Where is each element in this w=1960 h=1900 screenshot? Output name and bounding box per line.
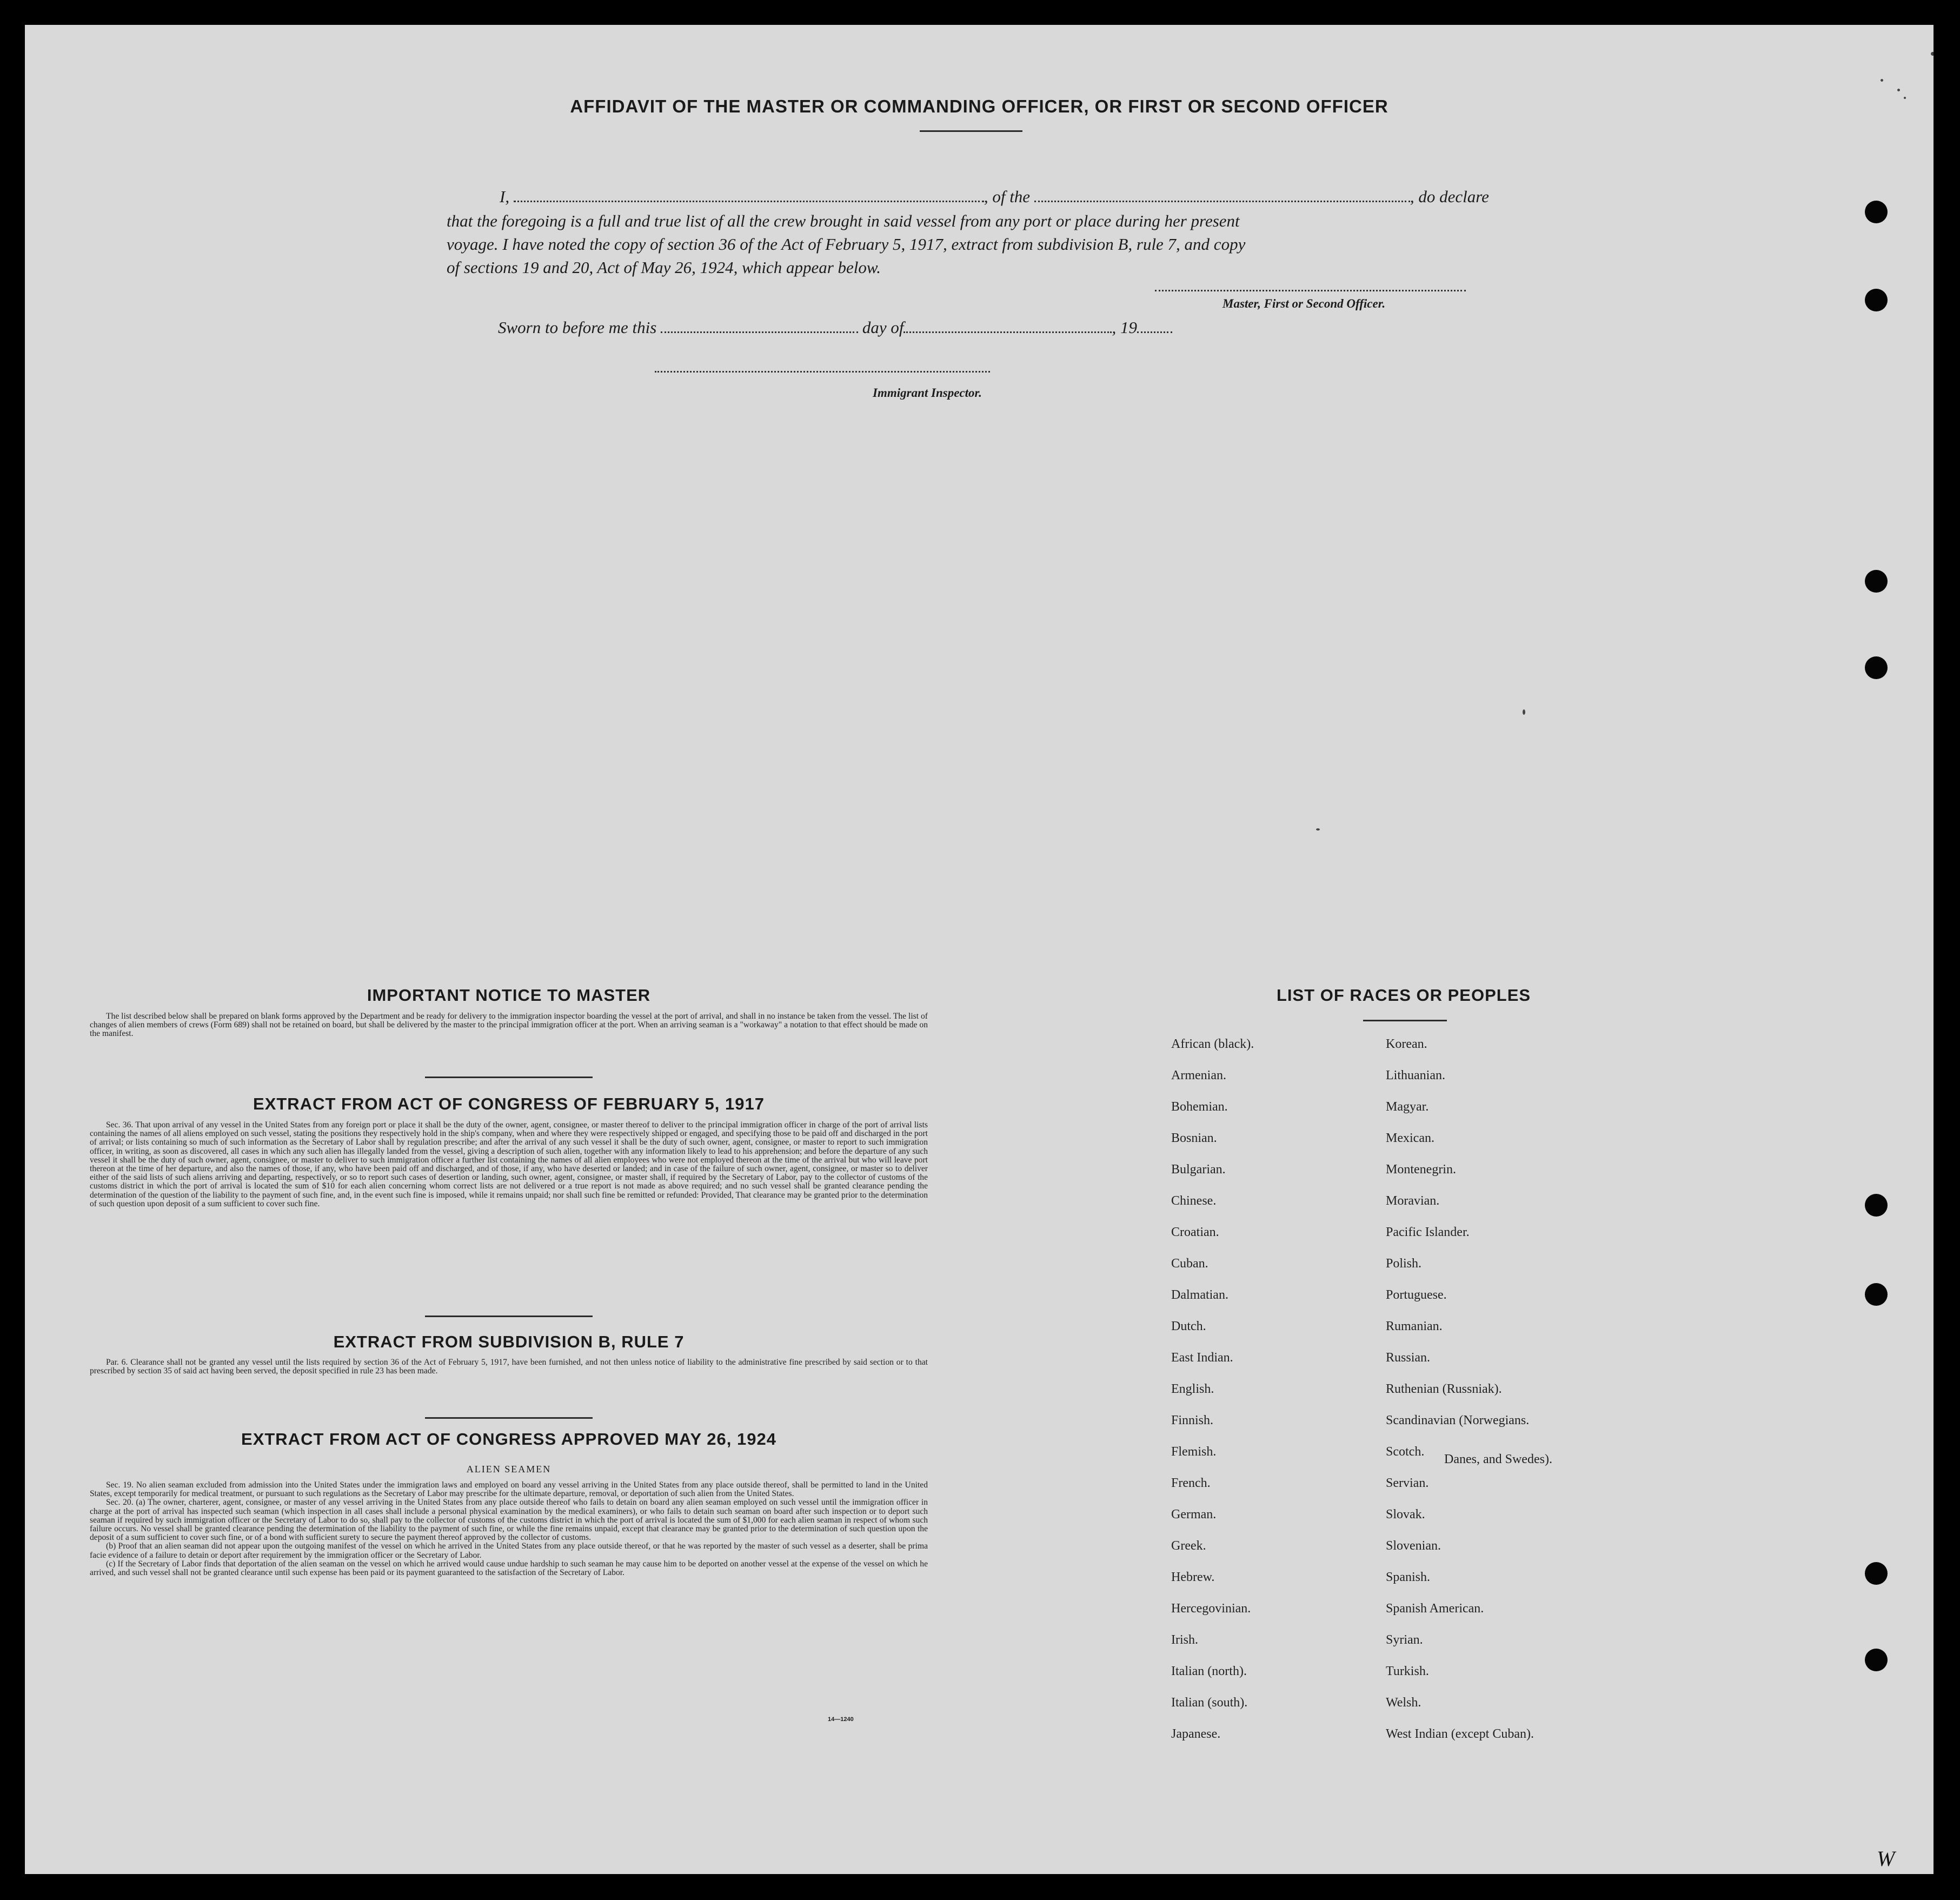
notice-paragraph: The list described below shall be prepared on blank forms approved by the Department and be ready for delivery to the immigration inspector boarding the vessel at the port of arrival, and shall in no instance be taken from the vessel. The list of changes of alien members of crews (Form 689) shall not be retained on board, but shall be delivered by the master to the principal immigration officer at the port. When an arriving seaman is a "workaway" a notation to that effect should be made on the manifest. [90, 1012, 928, 1039]
inspector-signature-line [655, 371, 990, 373]
alien-seamen-subtitle: ALIEN SEAMEN [466, 1464, 552, 1474]
race-item: Flemish. [1171, 1445, 1217, 1459]
sworn-line [498, 318, 1172, 337]
race-item: Spanish. [1386, 1570, 1431, 1584]
race-item: Moravian. [1386, 1194, 1440, 1208]
sworn-before-label: Sworn to before me this [498, 318, 657, 337]
race-item: Dutch. [1171, 1319, 1206, 1333]
officer-name-blank [514, 188, 984, 202]
sec-20c-paragraph: (c) If the Secretary of Labor finds that deportation of the alien seaman on the vessel on which he arrived would cause undue hardship to such seaman he may cause him to be deported on another vessel at the expense of the vessel on which he arrived, and such vessel shall not be granted clearance until such expense has been paid or its payment guaranteed to the satisfaction of the Secretary of Labor. [90, 1559, 928, 1578]
section-rule [425, 1077, 593, 1078]
race-item: Scandinavian (Norwegians. [1386, 1413, 1530, 1427]
race-item: Servian. [1386, 1476, 1429, 1490]
race-item: Italian (north). [1171, 1664, 1247, 1678]
binder-hole [1865, 1194, 1888, 1217]
races-title-rule [1363, 1020, 1447, 1021]
binder-hole [1865, 1283, 1888, 1306]
rule-7-title: EXTRACT FROM SUBDIVISION B, RULE 7 [333, 1332, 685, 1351]
race-item: Mexican. [1386, 1131, 1434, 1145]
extract-1917-text [90, 1121, 928, 1208]
race-item: German. [1171, 1507, 1217, 1522]
race-item: Montenegrin. [1386, 1162, 1456, 1177]
race-item: Bohemian. [1171, 1100, 1228, 1114]
race-item: Scotch. [1386, 1445, 1425, 1459]
section-36-paragraph: Sec. 36. That upon arrival of any vessel in the United States from any foreign port or place it shall be the duty of the owner, agent, consignee, or master thereof to deliver to the principal immigration officer in charge of the port of arrival lists containing the names of all aliens employed on such vessel, stating the positions they respectively hold in the ship's company, when and where they were respectively shipped or engaged, and specifying those to be paid off and discharged in the port of arrival; or lists containing so much of such information as the Secretary of Labor shall by regulation prescribe; and after the arrival of any such vessel it shall be the duty of such owner, agent, consignee, or master to report to such immigration officer, in writing, as soon as discovered, all cases in which any such alien has illegally landed from the vessel, giving a description of such alien, together with any information likely to lead to his apprehension; and before the departure of any such vessel it shall be the duty of such owner, agent, consignee, or master to deliver to such immigration officer a further list containing the names of all alien employees who were not employed thereon at the time of the arrival but who will leave port thereon at the time of her departure, and also the names of those, if any, who have been paid off and discharged, and of those, if any, who have deserted or landed; and in case of the failure of such owner, agent, consignee, or master so to deliver either of the said lists of such aliens arriving and departing, respectively, or so to report such cases of desertion or landing, such owner, agent, consignee, or master shall, if required by the Secretary of Labor, pay to the collector of customs of the customs district in which the port of arrival is located the sum of $10 for each alien concerning whom correct lists are not delivered or a true report is not made as above required; and no such vessel shall be granted clearance pending the determination of the question of the liability to the payment of such fine, and, in the event such fine is imposed, while it remains unpaid; nor shall such fine be remitted or refunded: Provided, That clearance may be granted prior to the determination of such question upon deposit of a sum sufficient to cover such fine. [90, 1120, 928, 1208]
race-item: Armenian. [1171, 1068, 1226, 1082]
race-continuation: Danes, and Swedes). [1444, 1452, 1552, 1466]
races-title: LIST OF RACES OR PEOPLES [1276, 986, 1531, 1005]
binder-hole [1865, 656, 1888, 679]
binder-hole [1865, 201, 1888, 223]
notice-title: IMPORTANT NOTICE TO MASTER [367, 986, 651, 1005]
vessel-name-blank [1034, 188, 1410, 202]
sec-20a-paragraph: Sec. 20. (a) The owner, charterer, agent, consignee, or master of any vessel arriving in the United States from any place outside thereof who fails to detain on board any alien seaman employed on such vessel until the immigration officer in charge at the port of arrival has inspected such seaman (which inspection in all cases shall include a personal physical examination by the medical examiners), or who fails to detain such seaman on board after such inspection or to deport such seaman if required by such immigration officer or the Secretary of Labor to do so, shall pay to the collector of customs of the customs district in which the port of arrival is located the sum of $1,000 for each alien seaman in respect of whom such failure occurs. No vessel shall be granted clearance pending the determination of the liability to the payment of such fine, or while the fine remains unpaid, except that clearance may be granted prior to the determination of such question upon the deposit of a sum sufficient to cover such fine, or of a bond with sufficient surety to secure the payment thereof approved by the collector of customs. [90, 1498, 928, 1543]
master-signature-label: Master, First or Second Officer. [1222, 297, 1386, 310]
race-item: Syrian. [1386, 1633, 1423, 1647]
affidavit-do-declare: , do declare [1410, 187, 1489, 206]
binder-hole [1865, 570, 1888, 593]
affidavit-line-2: that the foregoing is a full and true list of all the crew brought in said vessel from any port or place during her present [447, 211, 1240, 230]
race-item: French. [1171, 1476, 1211, 1490]
race-item: Bulgarian. [1171, 1162, 1226, 1177]
speck [1881, 79, 1883, 82]
speck [1904, 97, 1906, 99]
race-item: Ruthenian (Russniak). [1386, 1382, 1502, 1396]
section-rule [425, 1316, 593, 1317]
master-signature-line [1155, 290, 1466, 291]
affidavit-i: I, [500, 187, 510, 206]
race-item: Polish. [1386, 1257, 1422, 1271]
race-item: Slovak. [1386, 1507, 1425, 1522]
affidavit-title: AFFIDAVIT OF THE MASTER OR COMMANDING OFFICER, OR FIRST OR SECOND OFFICER [570, 96, 1388, 116]
affidavit-line-4: of sections 19 and 20, Act of May 26, 1924, which appear below. [447, 258, 881, 277]
rule-7-text [90, 1358, 928, 1376]
binder-hole [1865, 1562, 1888, 1585]
race-item: Turkish. [1386, 1664, 1429, 1678]
binder-hole [1865, 289, 1888, 311]
race-item: Irish. [1171, 1633, 1198, 1647]
race-item: African (black). [1171, 1037, 1254, 1051]
race-item: Chinese. [1171, 1194, 1217, 1208]
affidavit-declaration-line [500, 187, 1489, 207]
par-6-paragraph: Par. 6. Clearance shall not be granted any vessel until the lists required by section 36 of the Act of February 5, 1917, have been furnished, and not then unless notice of liability to the administrative fine prescribed by said section or to that prescribed by section 35 of said act having been served, the deposit specified in rule 23 has been made. [90, 1358, 928, 1376]
race-item: Hebrew. [1171, 1570, 1215, 1584]
margin-mark: W [1877, 1846, 1895, 1871]
speck [1897, 89, 1900, 91]
sworn-year-blank [1137, 318, 1172, 333]
race-item: Cuban. [1171, 1257, 1208, 1271]
race-item: Pacific Islander. [1386, 1225, 1470, 1239]
race-item: Lithuanian. [1386, 1068, 1445, 1082]
race-item: Slovenian. [1386, 1539, 1441, 1553]
race-item: Korean. [1386, 1037, 1427, 1051]
race-item: Welsh. [1386, 1696, 1421, 1710]
race-item: West Indian (except Cuban). [1386, 1727, 1534, 1741]
race-item: East Indian. [1171, 1351, 1233, 1365]
race-item: Dalmatian. [1171, 1288, 1228, 1302]
sec-19-paragraph: Sec. 19. No alien seaman excluded from admission into the United States under the immigration laws and employed on board any vessel arriving in the United States from any place outside thereof, shall be permitted to land in the United States, except temporarily for medical treatment, or pursuant to such regulations as the Secretary of Labor may prescribe for the ultimate departure, removal, or deportation of such alien from the United States. [90, 1480, 928, 1499]
race-item: Russian. [1386, 1351, 1431, 1365]
race-item: Greek. [1171, 1539, 1206, 1553]
race-item: Finnish. [1171, 1413, 1214, 1427]
sworn-month-blank [903, 318, 1112, 333]
race-item: Rumanian. [1386, 1319, 1443, 1333]
document-page [25, 25, 1934, 1874]
race-item: Italian (south). [1171, 1696, 1248, 1710]
title-rule [920, 130, 1022, 132]
inspector-signature-label: Immigrant Inspector. [873, 386, 982, 400]
race-item: Bosnian. [1171, 1131, 1217, 1145]
race-item: Hercegovinian. [1171, 1602, 1251, 1616]
race-item: Japanese. [1171, 1727, 1221, 1741]
race-item: English. [1171, 1382, 1214, 1396]
day-of-label: day of [862, 318, 904, 337]
speck [1931, 52, 1934, 56]
notice-text [90, 1012, 928, 1039]
form-number: 14—1240 [828, 1716, 854, 1723]
race-item: Magyar. [1386, 1100, 1429, 1114]
extract-1924-text [90, 1481, 928, 1577]
speck [1523, 709, 1525, 715]
year-prefix: , 19 [1112, 318, 1137, 337]
sec-20b-paragraph: (b) Proof that an alien seaman did not appear upon the outgoing manifest of the vessel on which he arrived in the United States from any place outside thereof, or that he was reported by the master of such vessel as a deserter, shall be prima facie evidence of a failure to detain or deport after requirement by the immigration officer or the Secretary of Labor. [90, 1542, 928, 1560]
section-rule [425, 1417, 593, 1419]
affidavit-of-the: , of the [984, 187, 1031, 206]
sworn-day-blank [661, 318, 858, 333]
race-item: Portuguese. [1386, 1288, 1447, 1302]
extract-1917-title: EXTRACT FROM ACT OF CONGRESS OF FEBRUARY 5, 1917 [253, 1094, 765, 1113]
race-item: Spanish American. [1386, 1602, 1484, 1616]
binder-hole [1865, 1649, 1888, 1671]
race-item: Croatian. [1171, 1225, 1219, 1239]
speck [1316, 828, 1320, 831]
affidavit-line-3: voyage. I have noted the copy of section 36 of the Act of February 5, 1917, extract from subdivision B, rule 7, and copy [447, 235, 1246, 254]
extract-1924-title: EXTRACT FROM ACT OF CONGRESS APPROVED MAY 26, 1924 [241, 1430, 776, 1449]
